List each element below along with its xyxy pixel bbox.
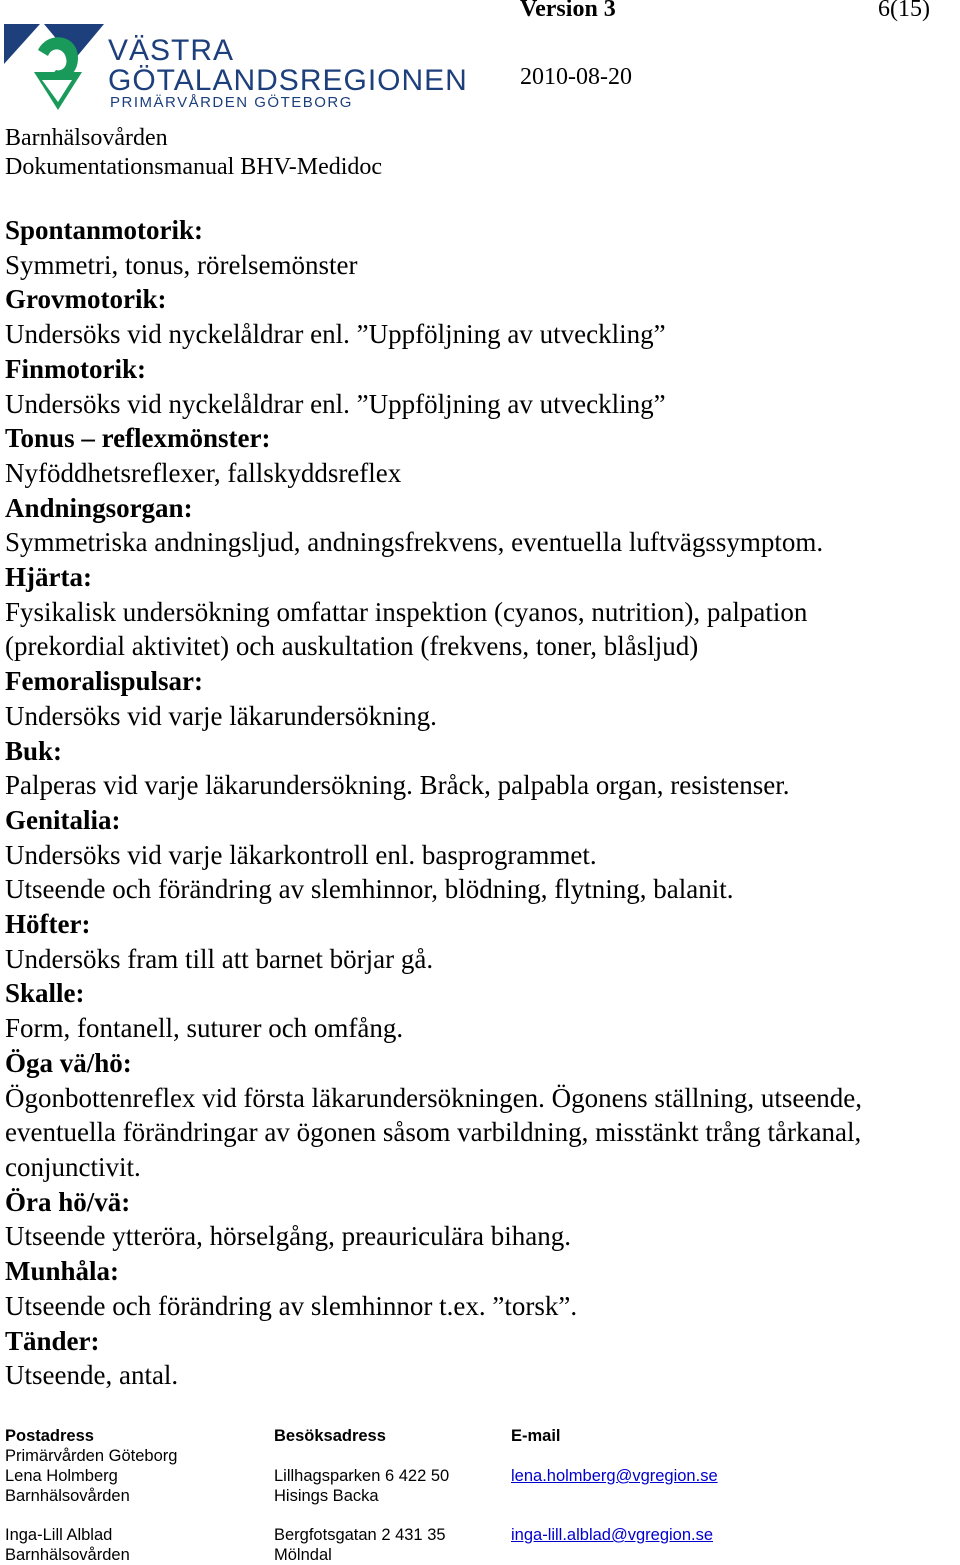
section-text: Undersöks vid nyckelåldrar enl. ”Uppföljning av utveckling”: [5, 319, 666, 350]
contact1-street: Lillhagsparken 6 422 50: [274, 1467, 450, 1485]
footer-postal-column: [5, 1426, 177, 1565]
section-text: Undersöks vid nyckelåldrar enl. ”Uppföljning av utveckling”: [5, 388, 666, 419]
section-text: Symmetriska andningsljud, andningsfrekvens, eventuella luftvägssymptom.: [5, 527, 824, 558]
contact2-unit: Barnhälsovården: [5, 1546, 130, 1564]
section-text: Undersöks fram till att barnet börjar gå.: [5, 943, 434, 974]
email-heading: E-mail: [511, 1427, 561, 1445]
section-heading: Femoralispulsar:: [5, 666, 203, 697]
section-text: Utseende och förändring av slemhinnor, blödning, flytning, balanit.: [5, 874, 734, 905]
logo-line-2: GÖTALANDSREGIONEN: [108, 64, 468, 97]
section-text: Utseende och förändring av slemhinnor t.ex. ”torsk”.: [5, 1290, 578, 1321]
section-text: Utseende, antal.: [5, 1360, 179, 1391]
document-date: 2010-08-20: [520, 64, 632, 90]
section-text: Fysikalisk undersökning omfattar inspektion (cyanos, nutrition), palpation: [5, 596, 808, 627]
section-heading: Skalle:: [5, 978, 85, 1009]
contact2-name: Inga-Lill Alblad: [5, 1526, 113, 1544]
section-heading: Genitalia:: [5, 804, 121, 835]
section-heading: Grovmotorik:: [5, 284, 167, 315]
contact1-city: Hisings Backa: [274, 1487, 379, 1505]
page-number: 6(15): [878, 0, 930, 22]
section-heading: Tonus – reflexmönster:: [5, 423, 271, 454]
section-heading: Finmotorik:: [5, 353, 146, 384]
section-text: Undersöks vid varje läkarundersökning.: [5, 700, 437, 731]
section-heading: Andningsorgan:: [5, 492, 193, 523]
section-text: eventuella förändringar av ögonen såsom varbildning, misstänkt trång tårkanal,: [5, 1117, 862, 1148]
section-text: conjunctivit.: [5, 1151, 141, 1182]
department-name: Barnhälsovården: [5, 125, 168, 151]
section-text: Ögonbottenreflex vid första läkarundersökningen. Ögonens ställning, utseende,: [5, 1082, 863, 1113]
section-heading: Öga vä/hö:: [5, 1047, 132, 1078]
postal-org: Primärvården Göteborg: [5, 1447, 178, 1465]
section-text: Form, fontanell, suturer och omfång.: [5, 1013, 404, 1044]
section-text: Nyföddhetsreflexer, fallskyddsreflex: [5, 457, 402, 488]
postal-heading: Postadress: [5, 1427, 94, 1445]
exam-sections: [5, 213, 960, 1393]
vgr-logo: [4, 20, 468, 112]
visit-heading: Besöksadress: [274, 1427, 386, 1445]
contact1-unit: Barnhälsovården: [5, 1487, 130, 1505]
section-heading: Buk:: [5, 735, 63, 766]
section-heading: Munhåla:: [5, 1256, 120, 1287]
logo-line-1: VÄSTRA: [108, 34, 235, 67]
logo-line-3: PRIMÄRVÅRDEN GÖTEBORG: [110, 94, 353, 111]
section-text: Palperas vid varje läkarundersökning. Bråck, palpabla organ, resistenser.: [5, 770, 790, 801]
section-text: (prekordial aktivitet) och auskultation (frekvens, toner, blåsljud): [5, 631, 699, 662]
section-heading: Hjärta:: [5, 562, 92, 593]
footer-email-column: [511, 1426, 718, 1545]
document-version: Version 3: [520, 0, 616, 22]
footer-visit-column: [274, 1426, 449, 1565]
section-heading: Tänder:: [5, 1325, 100, 1356]
document-header-info: [5, 124, 382, 182]
section-text: Symmetri, tonus, rörelsemönster: [5, 249, 358, 280]
contact2-city: Mölndal: [274, 1546, 332, 1564]
section-text: Utseende ytteröra, hörselgång, preauriculära bihang.: [5, 1221, 572, 1252]
contact1-name: Lena Holmberg: [5, 1467, 118, 1485]
section-heading: Öra hö/vä:: [5, 1186, 131, 1217]
contact1-email-link[interactable]: lena.holmberg@vgregion.se: [511, 1467, 718, 1485]
manual-title: Dokumentationsmanual BHV-Medidoc: [5, 154, 383, 180]
section-heading: Höfter:: [5, 909, 91, 940]
contact2-street: Bergfotsgatan 2 431 35: [274, 1526, 446, 1544]
vgr-logo-mark-icon: [4, 20, 104, 112]
contact2-email-link[interactable]: inga-lill.alblad@vgregion.se: [511, 1526, 714, 1544]
section-text: Undersöks vid varje läkarkontroll enl. basprogrammet.: [5, 839, 597, 870]
section-heading: Spontanmotorik:: [5, 215, 204, 245]
